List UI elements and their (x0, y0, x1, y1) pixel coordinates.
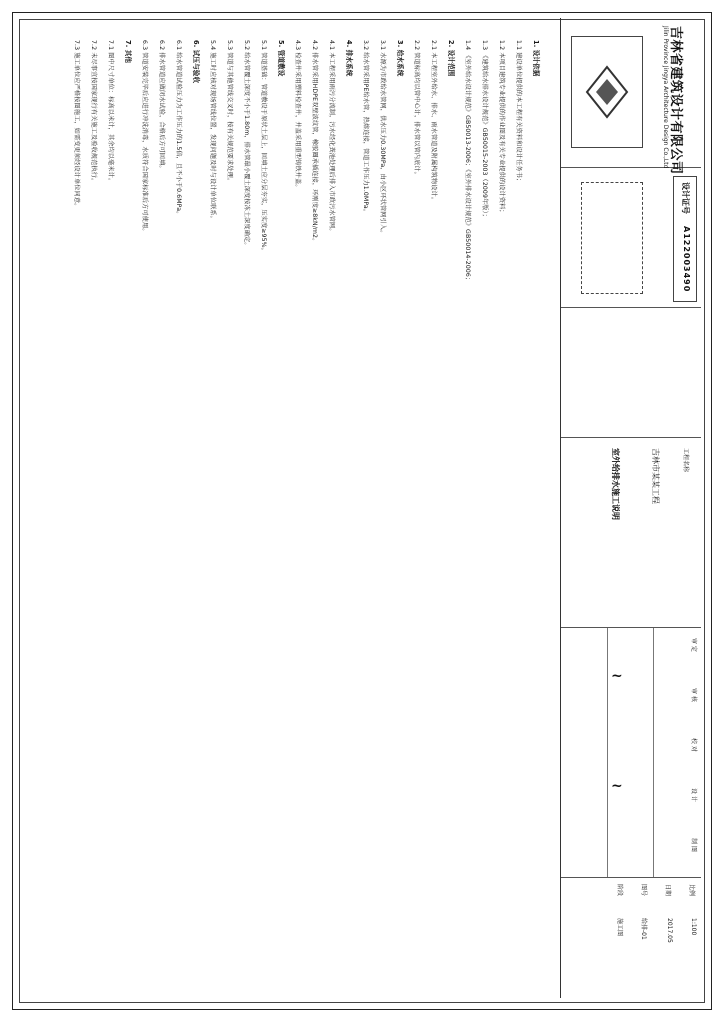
approve-label: 审 定 (690, 638, 697, 652)
sheet-label: 图号 (640, 884, 647, 897)
approval-stamp (581, 182, 643, 294)
project-name: 吉林市某某工程 (651, 448, 660, 504)
logo-icon (572, 37, 642, 147)
company-name: 吉林省建筑设计有限公司 (668, 26, 683, 175)
note-line: 5.4 施工时应核对现场管线位置，发现问题及时与设计单位联系。 (209, 40, 216, 222)
note-line: 7.1 图中尺寸单位：标高以米计，其余均以毫米计。 (107, 40, 114, 185)
note-line: 6.1 给水管道试验压力为工作压力的1.5倍，且不小于0.6MPa。 (175, 40, 182, 218)
note-line: 1.2 本项目建筑专业提供的作业图及有关专业提供的设计资料； (498, 40, 505, 216)
note-line: 4.3 检查井采用塑料检查井，井盖采用重型铸铁井盖。 (294, 40, 301, 191)
note-line: 3.1 水源为市政给水管网，供水压力0.30MPa，由小区环状管网引入。 (379, 40, 386, 237)
note-heading: 1. 设计依据 (532, 40, 540, 77)
note-line: 7.2 未尽事宜按国家现行有关施工及验收规范执行。 (90, 40, 97, 185)
note-line: 4.1 本工程采用雨污分流制，污水经化粪池处理后排入市政污水管网。 (328, 40, 335, 235)
signature-mark: ~ (611, 668, 623, 684)
scale-label: 比例 (688, 884, 695, 897)
cert-cell (561, 168, 701, 308)
company-seal (571, 36, 643, 148)
meta-cell (561, 878, 701, 998)
note-heading: 2. 设计范围 (447, 40, 455, 77)
note-heading: 4. 排水系统 (345, 40, 353, 77)
review-label: 审 核 (690, 688, 697, 702)
note-line: 1.3 《建筑给水排水设计规范》GB50015-2003（2009年版）； (481, 40, 488, 221)
company-name-en: Jilin Province Jingya Architecture Design Co.,Ltd (662, 26, 669, 169)
drawing-title: 室外给排水施工说明 (611, 448, 620, 520)
check-label: 校 对 (690, 738, 697, 752)
date-value: 2017.05 (666, 918, 673, 943)
date-label: 日期 (664, 884, 671, 897)
note-heading: 5. 管道敷设 (277, 40, 285, 77)
note-line: 5.1 管道基础：管道敷设于原状土层上，回填土应分层夯实，压实度≥95%。 (260, 40, 267, 254)
note-line: 3.2 给水管采用PE给水管，热熔连接，管道工作压力1.0MPa。 (362, 40, 369, 216)
note-line: 6.3 管道安装完毕后应进行冲洗消毒，水质符合国家标准后方可使用。 (141, 40, 148, 235)
title-block (560, 18, 701, 998)
note-line: 2.1 本工程室外给水、排水、雨水管道及附属构筑物设计。 (430, 40, 437, 204)
note-line: 2.2 管道标高均以管中心计，排水管以管内底计。 (413, 40, 420, 178)
notes-cell (561, 308, 701, 438)
design-label: 设 计 (690, 788, 697, 802)
cert-number: A122003490 (682, 226, 691, 293)
project-name-label: 工程名称 (682, 448, 689, 473)
note-heading: 6. 试压与验收 (192, 40, 200, 84)
note-line: 7.3 施工单位应严格按图施工，如需变更须经设计单位同意。 (73, 40, 80, 210)
note-line: 6.2 排水管道应做闭水试验，合格后方可回填。 (158, 40, 165, 172)
note-line: 5.2 给水管覆土深度不小于1.80m，排水管最小覆土深度按冻土深度确定。 (243, 40, 250, 249)
cert-label: 设计证号 (681, 182, 690, 214)
project-cell (561, 438, 701, 628)
signature-mark: ~ (611, 778, 623, 794)
sheet-number: 给排-01 (640, 918, 647, 940)
stage-value: 施工图 (616, 918, 623, 937)
note-line: 1.4 《室外给水设计规范》GB50013-2006；《室外排水设计规范》GB50014-2006； (464, 40, 471, 284)
company-cell (561, 18, 701, 175)
note-heading: 7. 其他 (124, 40, 132, 64)
note-line: 4.2 排水管采用HDPE双壁波纹管，橡胶圈承插连接，环刚度≥8kN/m2。 (311, 40, 318, 245)
note-line: 1.1 建设单位提供的本工程有关资料和设计任务书； (515, 40, 522, 185)
draw-label: 制 图 (690, 838, 697, 852)
scale-value: 1:100 (690, 918, 697, 936)
stage-label: 阶段 (616, 884, 623, 897)
signature-cell (561, 628, 701, 878)
note-line: 5.3 管道与其他管线交叉时，按有关规范要求处理。 (226, 40, 233, 185)
note-heading: 3. 给水系统 (396, 40, 404, 77)
